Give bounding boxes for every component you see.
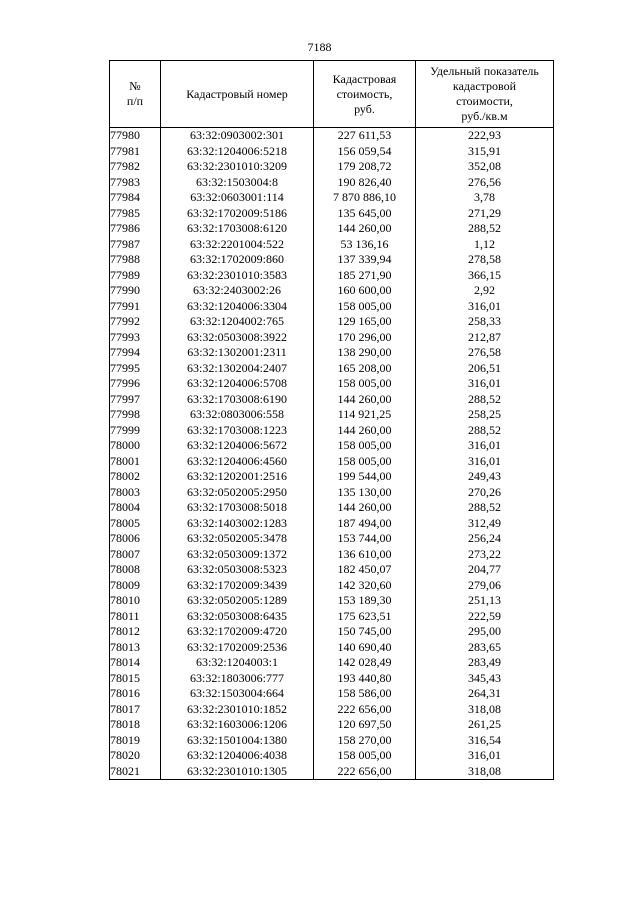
specific-index-cell: 316,01: [416, 748, 554, 764]
specific-index-cell: 318,08: [416, 764, 554, 780]
row-number-cell: 78018: [110, 717, 161, 733]
cadastral-number-cell: 63:32:1603006:1206: [161, 717, 314, 733]
cadastral-value-cell: 144 260,00: [314, 500, 416, 516]
specific-index-cell: 366,15: [416, 268, 554, 284]
cadastral-value-cell: 129 165,00: [314, 314, 416, 330]
table-row: [110, 764, 554, 780]
table-row: [110, 392, 554, 408]
row-number-cell: 77993: [110, 330, 161, 346]
specific-index-cell: 264,31: [416, 686, 554, 702]
cadastral-number-cell: 63:32:1204006:4038: [161, 748, 314, 764]
cadastral-number-cell: 63:32:1702009:2536: [161, 640, 314, 656]
row-number-cell: 78003: [110, 485, 161, 501]
table-row: [110, 252, 554, 268]
header-specific-index-line3: стоимости,: [456, 94, 513, 108]
row-number-cell: 78013: [110, 640, 161, 656]
cadastral-number-cell: 63:32:2301010:1305: [161, 764, 314, 780]
specific-index-cell: 204,77: [416, 562, 554, 578]
cadastral-number-cell: 63:32:0503008:6435: [161, 609, 314, 625]
table-row: [110, 485, 554, 501]
cadastral-value-cell: 153 189,30: [314, 593, 416, 609]
row-number-cell: 78020: [110, 748, 161, 764]
specific-index-cell: 316,01: [416, 454, 554, 470]
cadastral-number-cell: 63:32:1302004:2407: [161, 361, 314, 377]
row-number-cell: 77995: [110, 361, 161, 377]
row-number-cell: 78005: [110, 516, 161, 532]
table-row: [110, 562, 554, 578]
row-number-cell: 78001: [110, 454, 161, 470]
table-row: [110, 702, 554, 718]
cadastral-value-cell: 144 260,00: [314, 392, 416, 408]
cadastral-number-cell: 63:32:1503004:664: [161, 686, 314, 702]
cadastral-value-cell: 150 745,00: [314, 624, 416, 640]
cadastral-number-cell: 63:32:0502005:3478: [161, 531, 314, 547]
row-number-cell: 77986: [110, 221, 161, 237]
header-row-number: [110, 61, 161, 128]
table-row: [110, 206, 554, 222]
specific-index-cell: 316,01: [416, 299, 554, 315]
cadastral-value-cell: 193 440,80: [314, 671, 416, 687]
table-row: [110, 128, 554, 144]
specific-index-cell: 251,13: [416, 593, 554, 609]
cadastral-number-cell: 63:32:0503009:1372: [161, 547, 314, 563]
cadastral-number-cell: 63:32:1202001:2516: [161, 469, 314, 485]
row-number-cell: 78012: [110, 624, 161, 640]
table-row: [110, 547, 554, 563]
table-row: [110, 345, 554, 361]
specific-index-cell: 261,25: [416, 717, 554, 733]
table-row: [110, 640, 554, 656]
cadastral-value-cell: 7 870 886,10: [314, 190, 416, 206]
table-row: [110, 624, 554, 640]
cadastral-number-cell: 63:32:1204006:5672: [161, 438, 314, 454]
specific-index-cell: 288,52: [416, 392, 554, 408]
cadastral-number-cell: 63:32:0903002:301: [161, 128, 314, 144]
cadastral-value-cell: 227 611,53: [314, 128, 416, 144]
row-number-cell: 78006: [110, 531, 161, 547]
cadastral-value-cell: 158 586,00: [314, 686, 416, 702]
cadastral-value-cell: 179 208,72: [314, 159, 416, 175]
table-header-row: [110, 61, 554, 128]
specific-index-cell: 315,91: [416, 144, 554, 160]
specific-index-cell: 256,24: [416, 531, 554, 547]
specific-index-cell: 206,51: [416, 361, 554, 377]
specific-index-cell: 222,59: [416, 609, 554, 625]
cadastral-value-cell: 153 744,00: [314, 531, 416, 547]
cadastral-number-cell: 63:32:1204006:3304: [161, 299, 314, 315]
row-number-cell: 77990: [110, 283, 161, 299]
table-row: [110, 190, 554, 206]
header-cadastral-value-line2: стоимость,: [336, 86, 393, 101]
header-specific-index: [416, 61, 554, 128]
table-row: [110, 454, 554, 470]
specific-index-cell: 278,58: [416, 252, 554, 268]
specific-index-cell: 276,56: [416, 175, 554, 191]
specific-index-cell: 3,78: [416, 190, 554, 206]
cadastral-number-cell: 63:32:0502005:1289: [161, 593, 314, 609]
cadastral-number-cell: 63:32:0803006:558: [161, 407, 314, 423]
table-row: [110, 175, 554, 191]
row-number-cell: 77985: [110, 206, 161, 222]
row-number-cell: 78002: [110, 469, 161, 485]
cadastral-value-cell: 135 645,00: [314, 206, 416, 222]
table-row: [110, 376, 554, 392]
specific-index-cell: 1,12: [416, 237, 554, 253]
cadastral-number-cell: 63:32:1703008:1223: [161, 423, 314, 439]
table-row: [110, 237, 554, 253]
cadastral-value-cell: 160 600,00: [314, 283, 416, 299]
specific-index-cell: 249,43: [416, 469, 554, 485]
cadastral-number-cell: 63:32:1703008:5018: [161, 500, 314, 516]
cadastral-number-cell: 63:32:1204006:4560: [161, 454, 314, 470]
table-row: [110, 733, 554, 749]
header-cadastral-value: [314, 61, 416, 128]
specific-index-cell: 222,93: [416, 128, 554, 144]
row-number-cell: 77984: [110, 190, 161, 206]
specific-index-cell: 288,52: [416, 423, 554, 439]
cadastral-value-cell: 187 494,00: [314, 516, 416, 532]
header-specific-index-line2: кадастровой: [452, 79, 517, 93]
cadastral-number-cell: 63:32:0503008:3922: [161, 330, 314, 346]
header-cadastral-value-line1: Кадастровая: [332, 71, 397, 86]
cadastral-value-cell: 158 005,00: [314, 454, 416, 470]
specific-index-cell: 316,01: [416, 438, 554, 454]
cadastral-number-cell: 63:32:0502005:2950: [161, 485, 314, 501]
cadastral-number-cell: 63:32:1702009:4720: [161, 624, 314, 640]
cadastral-number-cell: 63:32:1403002:1283: [161, 516, 314, 532]
specific-index-cell: 270,26: [416, 485, 554, 501]
row-number-cell: 77988: [110, 252, 161, 268]
table-row: [110, 469, 554, 485]
specific-index-cell: 318,08: [416, 702, 554, 718]
cadastral-value-cell: 135 130,00: [314, 485, 416, 501]
cadastral-value-cell: 138 290,00: [314, 345, 416, 361]
row-number-cell: 77992: [110, 314, 161, 330]
row-number-cell: 77996: [110, 376, 161, 392]
cadastral-value-cell: 137 339,94: [314, 252, 416, 268]
table-body: [110, 128, 554, 780]
row-number-cell: 77998: [110, 407, 161, 423]
header-number-sign: №: [129, 79, 141, 93]
cadastral-value-cell: 144 260,00: [314, 221, 416, 237]
specific-index-cell: 352,08: [416, 159, 554, 175]
row-number-cell: 77983: [110, 175, 161, 191]
cadastral-value-cell: 140 690,40: [314, 640, 416, 656]
cadastral-value-cell: 142 320,60: [314, 578, 416, 594]
cadastral-number-cell: 63:32:1702009:860: [161, 252, 314, 268]
table-row: [110, 144, 554, 160]
header-cadastral-number: Кадастровый номер: [161, 61, 314, 128]
specific-index-cell: 276,58: [416, 345, 554, 361]
cadastral-value-cell: 136 610,00: [314, 547, 416, 563]
row-number-cell: 78004: [110, 500, 161, 516]
row-number-cell: 78009: [110, 578, 161, 594]
specific-index-cell: 258,33: [416, 314, 554, 330]
cadastral-number-cell: 63:32:1204003:1: [161, 655, 314, 671]
specific-index-cell: 2,92: [416, 283, 554, 299]
table-row: [110, 221, 554, 237]
row-number-cell: 77989: [110, 268, 161, 284]
cadastral-number-cell: 63:32:0503008:5323: [161, 562, 314, 578]
cadastral-number-cell: 63:32:1703008:6190: [161, 392, 314, 408]
cadastral-value-cell: 165 208,00: [314, 361, 416, 377]
cadastral-value-cell: 185 271,90: [314, 268, 416, 284]
cadastral-number-cell: 63:32:1204002:765: [161, 314, 314, 330]
cadastral-value-cell: 120 697,50: [314, 717, 416, 733]
cadastral-number-cell: 63:32:1702009:5186: [161, 206, 314, 222]
header-cadastral-value-line3: руб.: [354, 101, 375, 116]
cadastral-number-cell: 63:32:2301010:1852: [161, 702, 314, 718]
specific-index-cell: 316,01: [416, 376, 554, 392]
cadastral-value-cell: 190 826,40: [314, 175, 416, 191]
cadastral-number-cell: 63:32:1702009:3439: [161, 578, 314, 594]
cadastral-number-cell: 63:32:2301010:3583: [161, 268, 314, 284]
table-row: [110, 578, 554, 594]
table-row: [110, 500, 554, 516]
cadastral-value-cell: 158 005,00: [314, 376, 416, 392]
table-row: [110, 686, 554, 702]
cadastral-value-cell: 158 005,00: [314, 748, 416, 764]
row-number-cell: 78011: [110, 609, 161, 625]
row-number-cell: 78008: [110, 562, 161, 578]
specific-index-cell: 316,54: [416, 733, 554, 749]
table-row: [110, 671, 554, 687]
specific-index-cell: 295,00: [416, 624, 554, 640]
table-row: [110, 423, 554, 439]
table-row: [110, 593, 554, 609]
specific-index-cell: 288,52: [416, 500, 554, 516]
specific-index-cell: 212,87: [416, 330, 554, 346]
table-row: [110, 314, 554, 330]
table-row: [110, 330, 554, 346]
table-row: [110, 655, 554, 671]
cadastral-number-cell: 63:32:2301010:3209: [161, 159, 314, 175]
cadastral-value-cell: 53 136,16: [314, 237, 416, 253]
row-number-cell: 77981: [110, 144, 161, 160]
cadastral-number-cell: 63:32:1302001:2311: [161, 345, 314, 361]
specific-index-cell: 288,52: [416, 221, 554, 237]
cadastral-number-cell: 63:32:1204006:5708: [161, 376, 314, 392]
specific-index-cell: 345,43: [416, 671, 554, 687]
cadastral-value-cell: 199 544,00: [314, 469, 416, 485]
row-number-cell: 78014: [110, 655, 161, 671]
row-number-cell: 78019: [110, 733, 161, 749]
specific-index-cell: 312,49: [416, 516, 554, 532]
table-row: [110, 516, 554, 532]
table-row: [110, 361, 554, 377]
row-number-cell: 78010: [110, 593, 161, 609]
cadastral-value-cell: 156 059,54: [314, 144, 416, 160]
row-number-cell: 78016: [110, 686, 161, 702]
header-number-abbr: п/п: [126, 94, 144, 108]
row-number-cell: 77991: [110, 299, 161, 315]
table-row: [110, 283, 554, 299]
table-row: [110, 268, 554, 284]
table-row: [110, 609, 554, 625]
table-row: [110, 438, 554, 454]
specific-index-cell: 271,29: [416, 206, 554, 222]
table-row: [110, 159, 554, 175]
cadastral-table: [109, 60, 554, 780]
table-row: [110, 748, 554, 764]
page-number: 7188: [307, 40, 332, 54]
cadastral-value-cell: 222 656,00: [314, 764, 416, 780]
row-number-cell: 78000: [110, 438, 161, 454]
specific-index-cell: 283,65: [416, 640, 554, 656]
cadastral-number-cell: 63:32:1204006:5218: [161, 144, 314, 160]
row-number-cell: 77999: [110, 423, 161, 439]
cadastral-value-cell: 142 028,49: [314, 655, 416, 671]
table-row: [110, 717, 554, 733]
row-number-cell: 77980: [110, 128, 161, 144]
table-row: [110, 407, 554, 423]
specific-index-cell: 273,22: [416, 547, 554, 563]
cadastral-number-cell: 63:32:1803006:777: [161, 671, 314, 687]
cadastral-value-cell: 114 921,25: [314, 407, 416, 423]
specific-index-cell: 283,49: [416, 655, 554, 671]
cadastral-number-cell: 63:32:1501004:1380: [161, 733, 314, 749]
cadastral-number-cell: 63:32:1503004:8: [161, 175, 314, 191]
cadastral-value-cell: 222 656,00: [314, 702, 416, 718]
cadastral-value-cell: 158 005,00: [314, 299, 416, 315]
cadastral-value-cell: 170 296,00: [314, 330, 416, 346]
row-number-cell: 78007: [110, 547, 161, 563]
row-number-cell: 78017: [110, 702, 161, 718]
specific-index-cell: 258,25: [416, 407, 554, 423]
row-number-cell: 77987: [110, 237, 161, 253]
cadastral-value-cell: 182 450,07: [314, 562, 416, 578]
cadastral-value-cell: 158 005,00: [314, 438, 416, 454]
cadastral-value-cell: 158 270,00: [314, 733, 416, 749]
header-specific-index-line1: Удельный показатель: [430, 64, 539, 78]
row-number-cell: 77997: [110, 392, 161, 408]
specific-index-cell: 279,06: [416, 578, 554, 594]
table-row: [110, 299, 554, 315]
row-number-cell: 78015: [110, 671, 161, 687]
cadastral-number-cell: 63:32:2201004:522: [161, 237, 314, 253]
header-specific-index-line4: руб./кв.м: [461, 109, 508, 123]
cadastral-number-cell: 63:32:0603001:114: [161, 190, 314, 206]
cadastral-number-cell: 63:32:1703008:6120: [161, 221, 314, 237]
row-number-cell: 77982: [110, 159, 161, 175]
cadastral-value-cell: 175 623,51: [314, 609, 416, 625]
cadastral-value-cell: 144 260,00: [314, 423, 416, 439]
row-number-cell: 77994: [110, 345, 161, 361]
table-row: [110, 531, 554, 547]
row-number-cell: 78021: [110, 764, 161, 780]
cadastral-number-cell: 63:32:2403002:26: [161, 283, 314, 299]
